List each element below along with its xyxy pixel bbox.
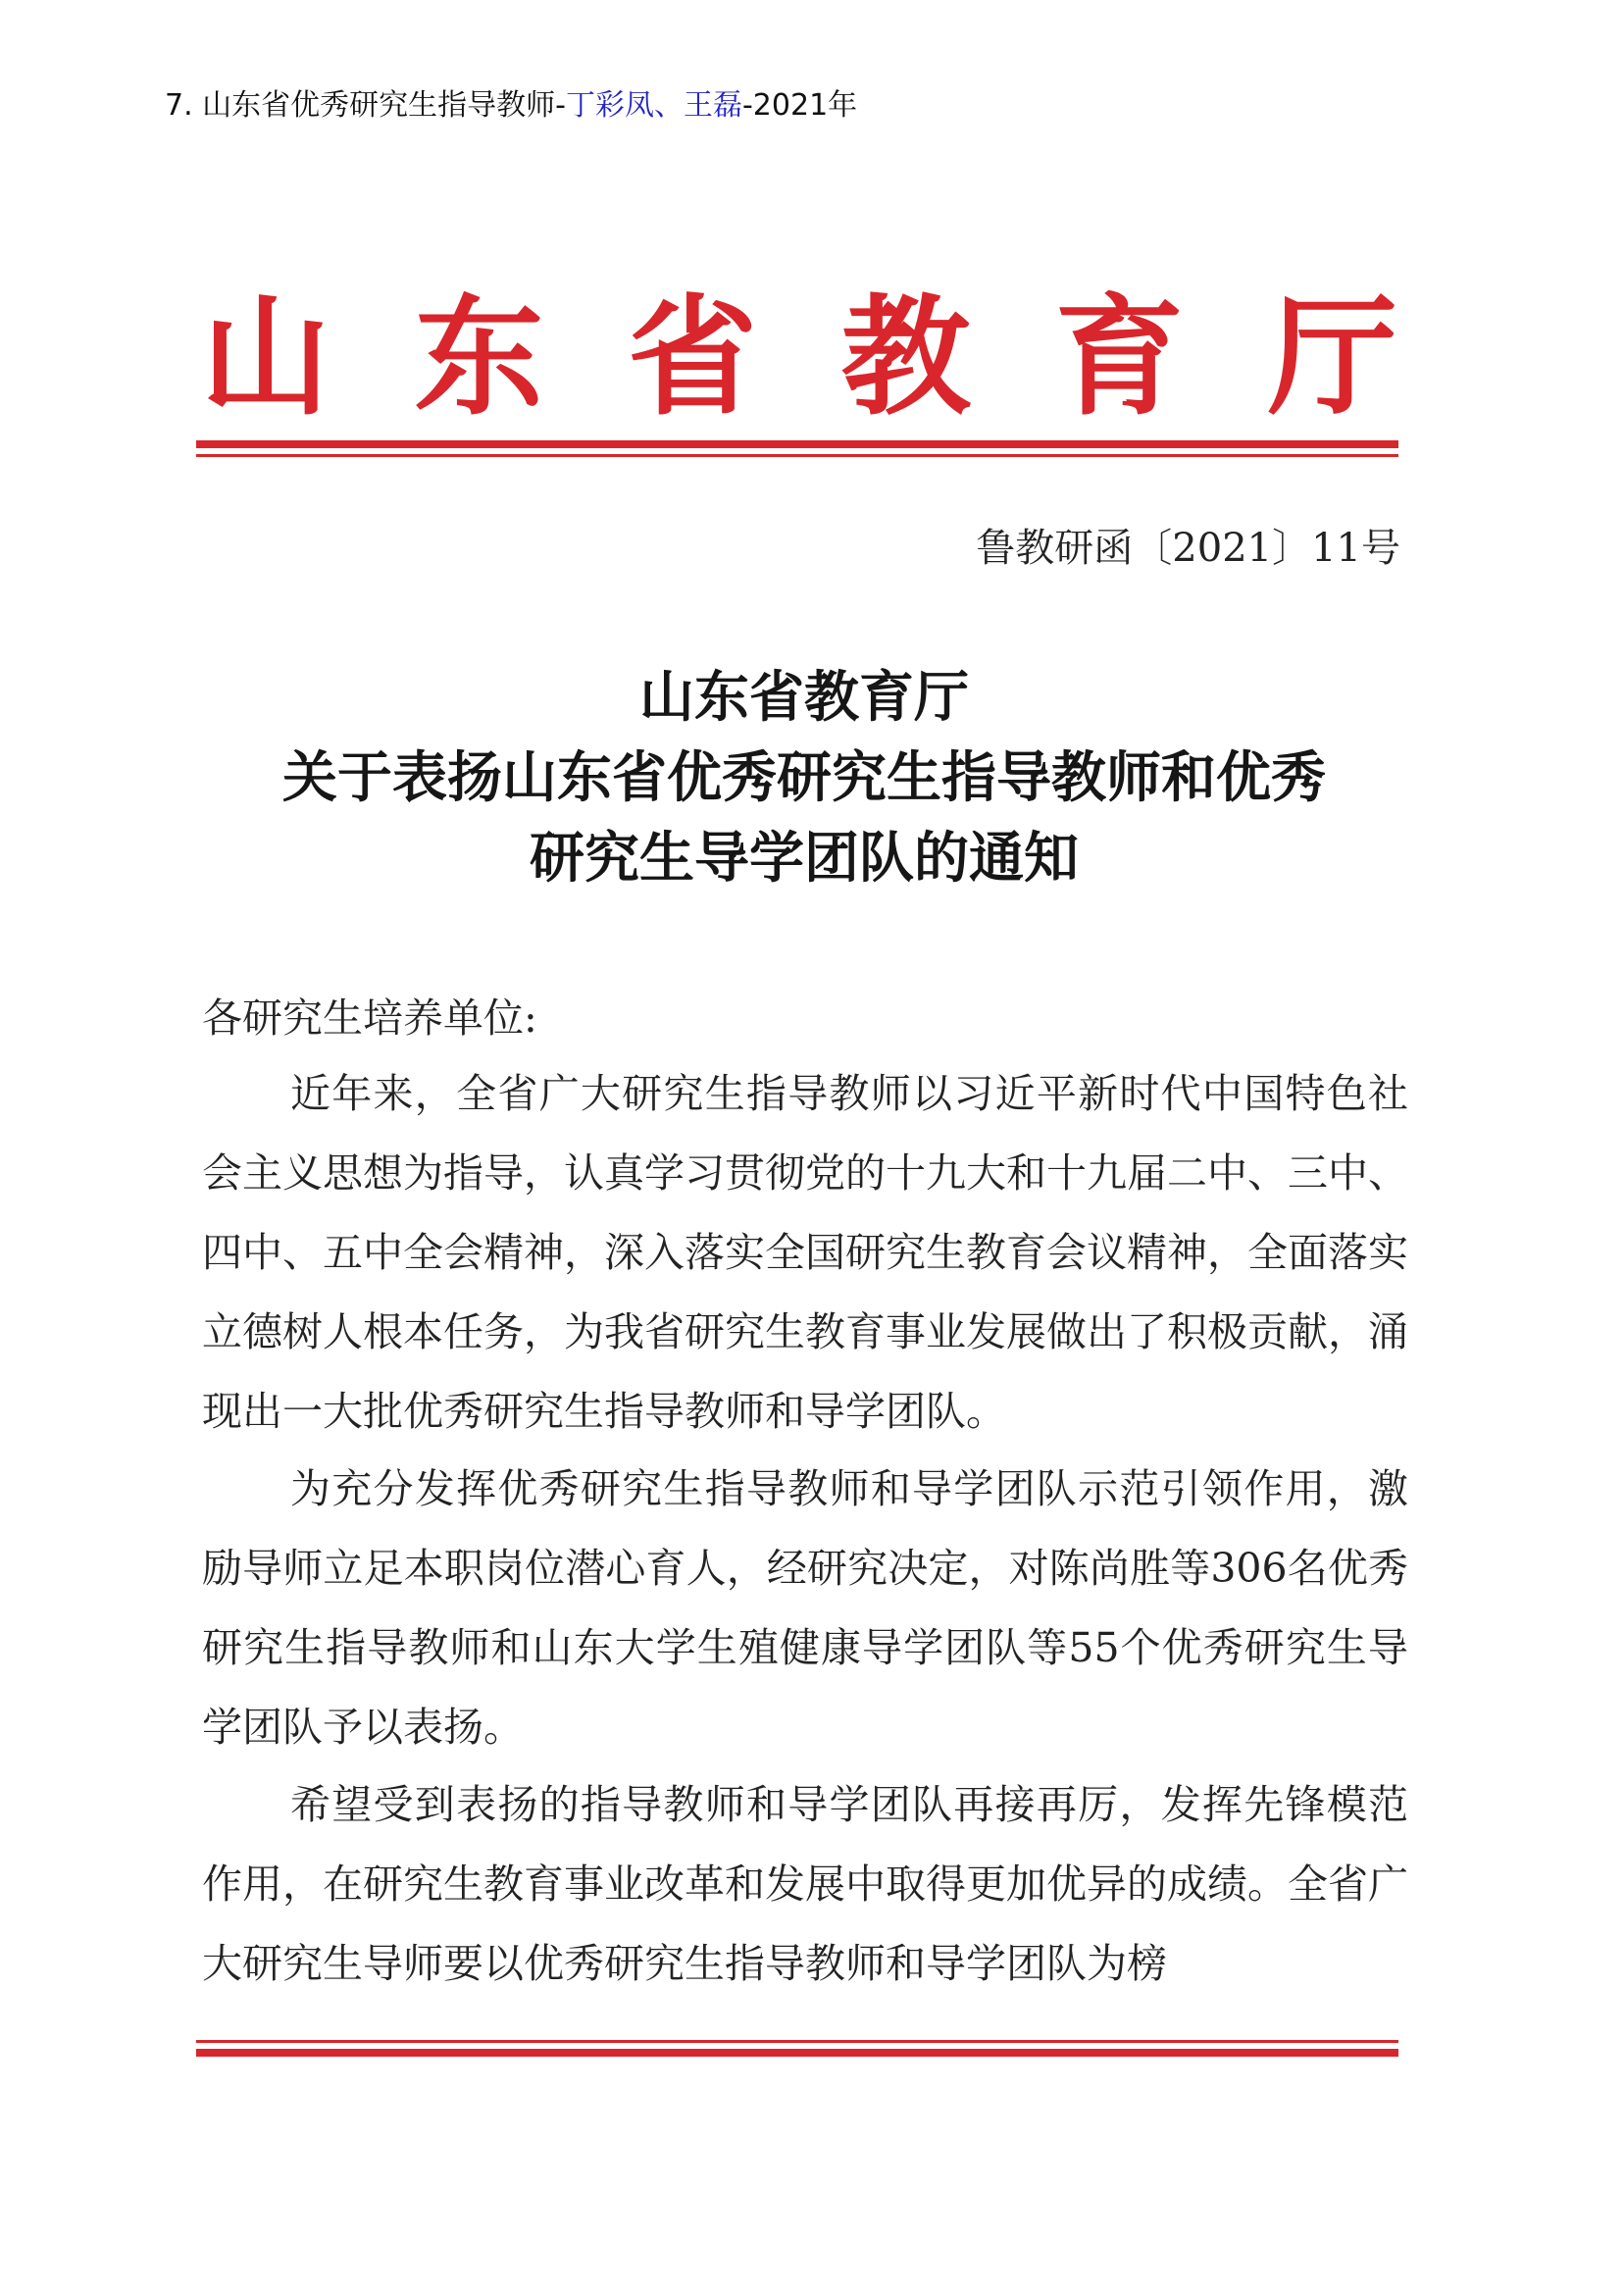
body-paragraph-1: 近年来，全省广大研究生指导教师以习近平新时代中国特色社会主义思想为指导，认真学习贯彻党的十九大和十九届二中、三中、四中、五中全会精神，深入落实全国研究生教育会议精神，全面落实立德树人根本任务，为我省研究生教育事业发展做出了积极贡献，涌现出一大批优秀研究生指导教师和导学团队。 [202, 1070, 1408, 1435]
salutation: 各研究生培养单位: [202, 994, 537, 1042]
caption-names: 丁彩凤、王磊 [565, 88, 742, 123]
footer-red-rule-thick [196, 2049, 1398, 2057]
caption-prefix: 7. 山东省优秀研究生指导教师- [165, 88, 566, 123]
title-line-3: 研究生导学团队的通知 [530, 827, 1079, 891]
document-caption [165, 86, 857, 126]
body-paragraph-3: 希望受到表扬的指导教师和导学团队再接再厉，发挥先锋模范作用，在研究生教育事业改革和发展中取得更加优异的成绩。全省广大研究生导师要以优秀研究生指导教师和导学团队为榜 [202, 1781, 1408, 1987]
masthead-red-rule-thick [196, 440, 1398, 448]
masthead-char: 厅 [1267, 281, 1397, 433]
masthead-char: 山 [201, 281, 330, 433]
body-paragraph-2: 为充分发挥优秀研究生指导教师和导学团队示范引领作用，激励导师立足本职岗位潜心育人，经研究决定，对陈尚胜等306名优秀研究生指导教师和山东大学生殖健康导学团队等55个优秀研究生导学团队予以表扬。 [202, 1465, 1408, 1751]
masthead-char: 东 [414, 281, 544, 433]
masthead-char: 教 [840, 281, 971, 433]
document-number: 鲁教研函〔2021〕11号 [976, 526, 1400, 571]
masthead-char: 省 [628, 281, 758, 433]
masthead-red-rule-thin [196, 454, 1398, 457]
masthead-char: 育 [1054, 281, 1185, 433]
title-line-1: 山东省教育厅 [639, 666, 969, 730]
footer-red-rule-thin [196, 2040, 1398, 2043]
title-line-2: 关于表扬山东省优秀研究生指导教师和优秀 [282, 746, 1326, 810]
masthead [201, 281, 1397, 433]
caption-suffix: -2021年 [741, 88, 858, 123]
